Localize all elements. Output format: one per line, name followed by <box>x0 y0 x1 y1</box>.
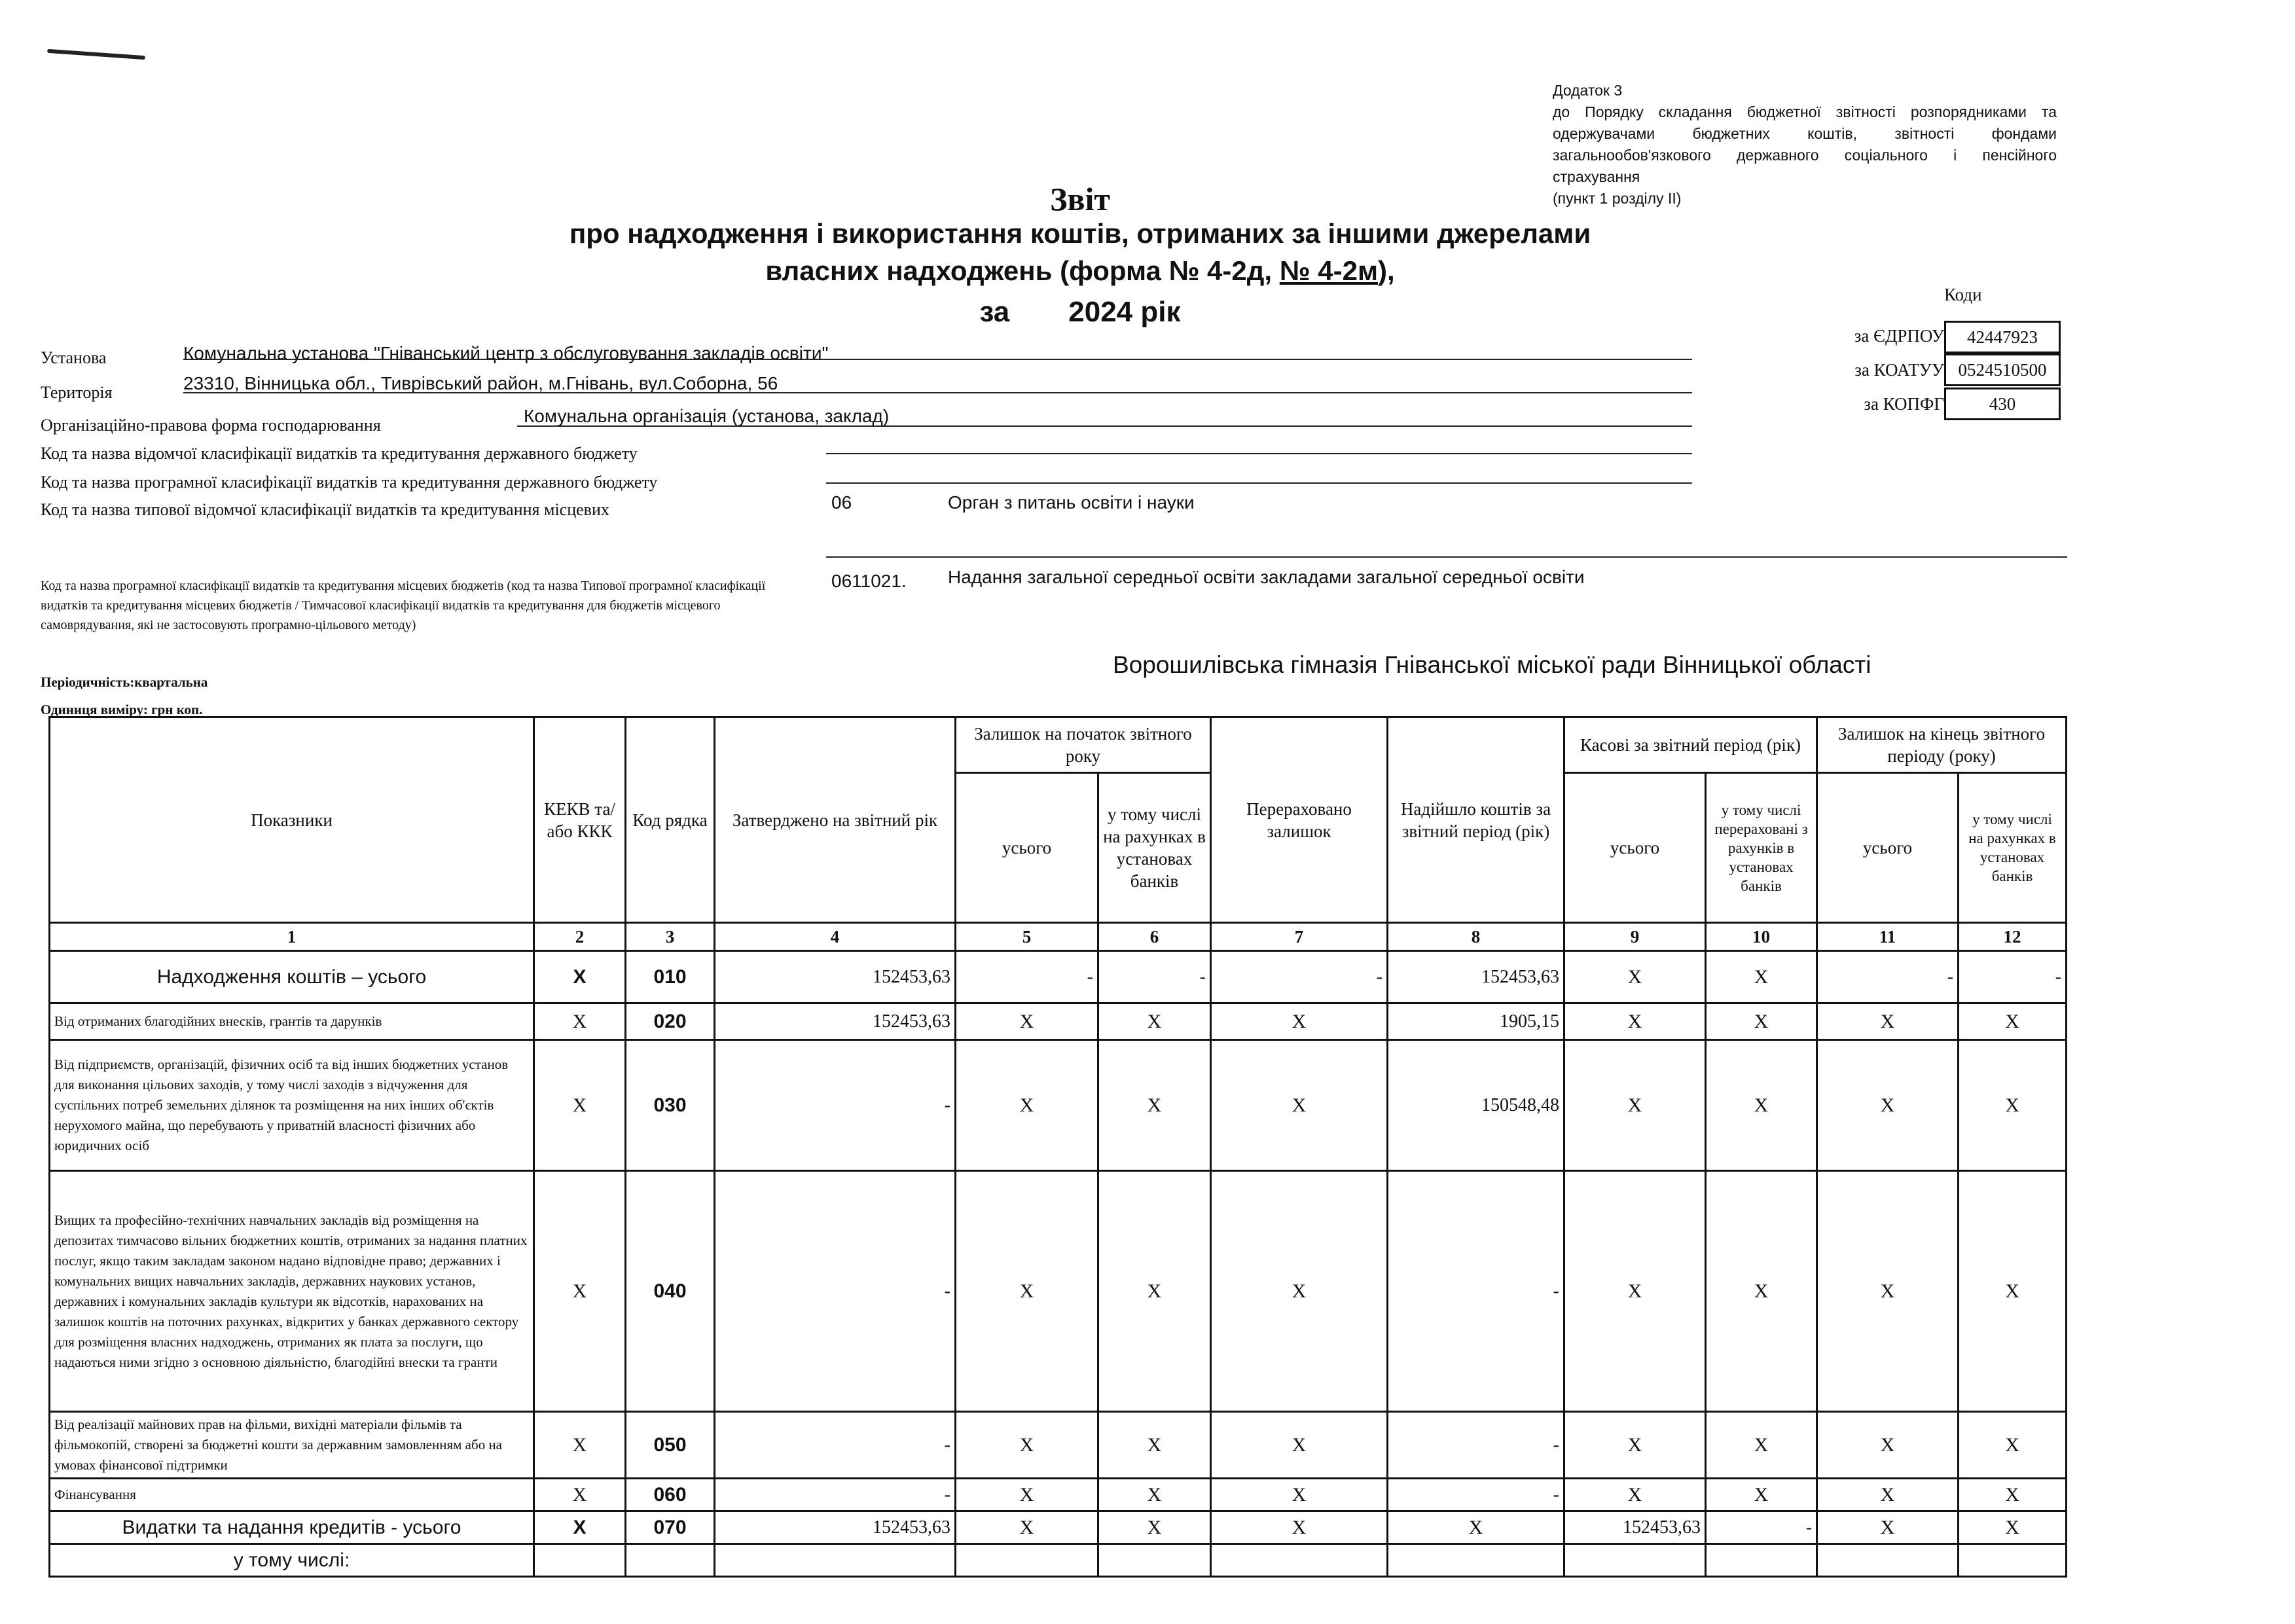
row-end-total: X <box>1817 1003 1959 1040</box>
row-end-bank: X <box>1959 1003 2067 1040</box>
header-kekv: КЕКВ та/або ККК <box>534 717 626 923</box>
row-name: Фінансування <box>50 1479 534 1511</box>
row-start-bank: X <box>1098 1040 1211 1171</box>
row-start-total: X <box>956 1412 1098 1479</box>
appendix-line3: (пункт 1 розділу ІІ) <box>1553 190 1682 207</box>
row-start-bank: - <box>1098 951 1211 1003</box>
header-cash-total: усього <box>1564 773 1706 923</box>
typical-label: Код та назва типової відомчої класифікації видатків та кредитування місцевих <box>41 500 609 519</box>
row-start-bank: X <box>1098 1511 1211 1544</box>
report-table <box>48 716 2067 1578</box>
row-end-total: X <box>1817 1511 1959 1544</box>
periodicity: Періодичність:квартальна <box>41 674 208 690</box>
territory-label: Територія <box>41 383 113 402</box>
row-start-bank: X <box>1098 1003 1211 1040</box>
row-transferred: X <box>1211 1171 1388 1412</box>
header-row-code: Код рядка <box>626 717 715 923</box>
row-end-bank: X <box>1959 1040 2067 1171</box>
institution-value: Комунальна установа "Гніванський центр з обслуговування закладів освіти" <box>183 343 829 363</box>
report-period <box>524 296 1636 329</box>
row-cash-total: X <box>1564 1412 1706 1479</box>
row-received: - <box>1388 1171 1564 1412</box>
row-code: 020 <box>626 1003 715 1040</box>
table-row <box>50 1479 2067 1511</box>
header-approved: Затверджено на звітний рік <box>715 717 956 923</box>
row-code: 070 <box>626 1511 715 1544</box>
dept-code-underline <box>826 453 1692 454</box>
row-cash-transferred: X <box>1706 1003 1817 1040</box>
table-row <box>50 1412 2067 1479</box>
row-approved: - <box>715 1479 956 1511</box>
appendix-line2: до Порядку складання бюджетної звітності розпорядниками та одержувачами бюджетних коштів, звітності фондами загальнообов'язкового державного соціального і пенсійного страхування <box>1553 103 2057 185</box>
row-name: Надходження коштів – усього <box>50 951 534 1003</box>
col-number: 10 <box>1706 923 1817 951</box>
row-cash-total <box>1564 1544 1706 1577</box>
row-kekv: X <box>534 1479 626 1511</box>
row-cash-total: X <box>1564 1479 1706 1511</box>
row-cash-transferred: X <box>1706 1040 1817 1171</box>
col-number: 9 <box>1564 923 1706 951</box>
row-transferred: X <box>1211 1003 1388 1040</box>
prog-code-label: Код та назва програмної класифікації видатків та кредитування державного бюджету <box>41 473 658 492</box>
local-prog-code: 0611021. <box>831 571 907 591</box>
row-code: 060 <box>626 1479 715 1511</box>
code-label-edrpou: за ЄДРПОУ <box>1854 326 1944 346</box>
row-end-bank: X <box>1959 1412 2067 1479</box>
header-end-total: усього <box>1817 773 1959 923</box>
row-code <box>626 1544 715 1577</box>
typical-underline <box>826 556 2067 558</box>
table-row <box>50 1040 2067 1171</box>
row-approved: - <box>715 1412 956 1479</box>
row-start-total: X <box>956 1003 1098 1040</box>
institution-underline <box>183 359 1692 360</box>
row-name: Видатки та надання кредитів - усього <box>50 1511 534 1544</box>
row-cash-transferred <box>1706 1544 1817 1577</box>
row-transferred: X <box>1211 1511 1388 1544</box>
row-approved: 152453,63 <box>715 951 956 1003</box>
row-end-total: X <box>1817 1479 1959 1511</box>
row-start-total: X <box>956 1479 1098 1511</box>
header-start-incl-bank: у тому числі на рахунках в установах банків <box>1098 773 1211 923</box>
row-cash-total: X <box>1564 1003 1706 1040</box>
row-approved: 152453,63 <box>715 1511 956 1544</box>
row-name: у тому числі: <box>50 1544 534 1577</box>
table-row <box>50 1544 2067 1577</box>
row-cash-transferred: - <box>1706 1511 1817 1544</box>
code-value-koatuu: 0524510500 <box>1944 353 2061 386</box>
form-suffix: ), <box>1378 255 1395 286</box>
code-label-koatuu: за КОАТУУ <box>1854 360 1944 380</box>
codes-header: Коди <box>1944 285 1982 304</box>
header-cash: Касові за звітний період (рік) <box>1564 717 1817 773</box>
row-approved: - <box>715 1040 956 1171</box>
appendix-line1: Додаток 3 <box>1553 82 1623 99</box>
row-end-bank: X <box>1959 1171 2067 1412</box>
dept-code-label: Код та назва відомчої класифікації видатків та кредитування державного бюджету <box>41 444 638 463</box>
row-cash-total: X <box>1564 951 1706 1003</box>
row-start-total <box>956 1544 1098 1577</box>
row-kekv: X <box>534 1171 626 1412</box>
prog-code-underline <box>826 482 1692 484</box>
row-end-total <box>1817 1544 1959 1577</box>
typical-name: Орган з питань освіти і науки <box>948 492 1195 513</box>
row-approved: 152453,63 <box>715 1003 956 1040</box>
row-cash-transferred: X <box>1706 1479 1817 1511</box>
row-received: 150548,48 <box>1388 1040 1564 1171</box>
row-name: Від підприємств, організацій, фізичних осіб та від інших бюджетних установ для виконання цільових заходів, у тому числі заходів з відчуження для суспільних потреб земельних ділянок та розміщення на них інших об'єктів нерухомого майна, що перебувають у приватній власності фізичних або юридичних осіб <box>50 1040 534 1171</box>
row-approved <box>715 1544 956 1577</box>
row-end-bank: X <box>1959 1511 2067 1544</box>
row-start-bank: X <box>1098 1479 1211 1511</box>
institution-label: Установа <box>41 348 107 367</box>
col-number: 3 <box>626 923 715 951</box>
form-link[interactable]: № 4-2м <box>1279 255 1379 286</box>
row-start-bank: X <box>1098 1412 1211 1479</box>
header-end-incl-bank: у тому числі на рахунках в установах банків <box>1959 773 2067 923</box>
table-row <box>50 1171 2067 1412</box>
code-value-kopfg: 430 <box>1944 388 2061 420</box>
row-start-bank <box>1098 1544 1211 1577</box>
row-code: 050 <box>626 1412 715 1479</box>
col-number: 5 <box>956 923 1098 951</box>
row-kekv: X <box>534 1003 626 1040</box>
report-title: Звіт <box>1050 181 1110 217</box>
organization-name: Ворошилівська гімназія Гніванської міської ради Вінницької області <box>1113 651 1871 678</box>
row-kekv: X <box>534 1040 626 1171</box>
column-numbers-row <box>50 923 2067 951</box>
period-za: за <box>979 296 1010 328</box>
row-transferred: X <box>1211 1479 1388 1511</box>
local-prog-name: Надання загальної середньої освіти закладами загальної середньої освіти <box>948 567 1585 587</box>
header-balance-start: Залишок на початок звітного року <box>956 717 1211 773</box>
row-end-total: X <box>1817 1040 1959 1171</box>
pen-stroke-mark <box>47 49 145 60</box>
row-received <box>1388 1544 1564 1577</box>
report-subtitle-2 <box>524 255 1636 287</box>
header-received: Надійшло коштів за звітний період (рік) <box>1388 717 1564 923</box>
legal-form-label: Організаційно-правова форма господарювання <box>41 416 381 435</box>
row-end-total: X <box>1817 1171 1959 1412</box>
row-cash-transferred: X <box>1706 1412 1817 1479</box>
row-transferred: - <box>1211 951 1388 1003</box>
col-number: 4 <box>715 923 956 951</box>
row-received: 1905,15 <box>1388 1003 1564 1040</box>
row-start-total: - <box>956 951 1098 1003</box>
typical-code: 06 <box>831 492 852 513</box>
row-name: Від отриманих благодійних внесків, грантів та дарунків <box>50 1003 534 1040</box>
row-transferred: X <box>1211 1412 1388 1479</box>
row-kekv: X <box>534 1511 626 1544</box>
col-number: 11 <box>1817 923 1959 951</box>
col-number: 2 <box>534 923 626 951</box>
col-number: 12 <box>1959 923 2067 951</box>
row-cash-total: X <box>1564 1040 1706 1171</box>
table-row <box>50 1511 2067 1544</box>
row-end-bank <box>1959 1544 2067 1577</box>
table-row <box>50 1003 2067 1040</box>
period-year: 2024 рік <box>1068 296 1181 328</box>
row-end-total: X <box>1817 1412 1959 1479</box>
row-received: X <box>1388 1511 1564 1544</box>
row-received: - <box>1388 1479 1564 1511</box>
row-start-total: X <box>956 1040 1098 1171</box>
row-code: 040 <box>626 1171 715 1412</box>
row-cash-transferred: X <box>1706 1171 1817 1412</box>
row-cash-transferred: X <box>1706 951 1817 1003</box>
col-number: 1 <box>50 923 534 951</box>
row-cash-total: X <box>1564 1171 1706 1412</box>
row-end-bank: - <box>1959 951 2067 1003</box>
legal-form-value: Комунальна організація (установа, заклад) <box>524 406 890 426</box>
territory-underline <box>183 392 1692 393</box>
local-prog-label: Код та назва програмної класифікації видатків та кредитування місцевих бюджетів (код та назва Типової програмної класифікації видатків та кредитування місцевих бюджетів / Тимчасової класифікації видатків та кредитування для бюджетів місцевого самоврядування, які не застосовують програмно-цільового методу) <box>41 579 766 632</box>
territory-value: 23310, Вінницька обл., Тиврівський район, м.Гнівань, вул.Соборна, 56 <box>183 373 778 393</box>
row-name: Вищих та професійно-технічних навчальних закладів від розміщення на депозитах тимчасово вільних бюджетних коштів, отриманих за надання платних послуг, якщо таким закладам законом надано відповідне право; державних і комунальних вищих навчальних закладів, державних наукових установ, державних і комунальних закладів культури як відсотків, нарахованих на залишок коштів на поточних рахунках, відкритих у банках державного сектору для розміщення власних надходжень, отриманих як плата за послуги, що надаються ними згідно з основною діяльністю, благодійні внески та гранти <box>50 1171 534 1412</box>
row-transferred <box>1211 1544 1388 1577</box>
col-number: 6 <box>1098 923 1211 951</box>
row-kekv <box>534 1544 626 1577</box>
row-code: 010 <box>626 951 715 1003</box>
row-end-total: - <box>1817 951 1959 1003</box>
row-received: 152453,63 <box>1388 951 1564 1003</box>
row-transferred: X <box>1211 1040 1388 1171</box>
header-transferred: Перераховано залишок <box>1211 717 1388 923</box>
header-start-total: усього <box>956 773 1098 923</box>
code-label-kopfg: за КОПФГ <box>1864 394 1944 414</box>
col-number: 8 <box>1388 923 1564 951</box>
row-kekv: X <box>534 951 626 1003</box>
header-cash-incl-transferred: у тому числі перераховані з рахунків в установах банків <box>1706 773 1817 923</box>
row-kekv: X <box>534 1412 626 1479</box>
col-number: 7 <box>1211 923 1388 951</box>
row-start-total: X <box>956 1511 1098 1544</box>
row-cash-total: 152453,63 <box>1564 1511 1706 1544</box>
row-code: 030 <box>626 1040 715 1171</box>
code-value-edrpou: 42447923 <box>1944 321 2061 353</box>
header-row-1 <box>50 717 2067 773</box>
row-start-bank: X <box>1098 1171 1211 1412</box>
table-row <box>50 951 2067 1003</box>
form-prefix: власних надходжень (форма № 4-2д, <box>765 255 1280 286</box>
row-start-total: X <box>956 1171 1098 1412</box>
row-end-bank: X <box>1959 1479 2067 1511</box>
row-approved: - <box>715 1171 956 1412</box>
header-balance-end: Залишок на кінець звітного періоду (року) <box>1817 717 2067 773</box>
legal-form-underline <box>517 425 1692 427</box>
report-subtitle-1: про надходження і використання коштів, отриманих за іншими джерелами <box>569 218 1591 249</box>
row-name: Від реалізації майнових прав на фільми, вихідні матеріали фільмів та фільмокопій, створені за бюджетні кошти за державним замовленням або на умовах фінансової підтримки <box>50 1412 534 1479</box>
header-indicators: Показники <box>50 717 534 923</box>
unit-of-measure: Одиниця виміру: грн коп. <box>41 702 203 717</box>
row-received: - <box>1388 1412 1564 1479</box>
